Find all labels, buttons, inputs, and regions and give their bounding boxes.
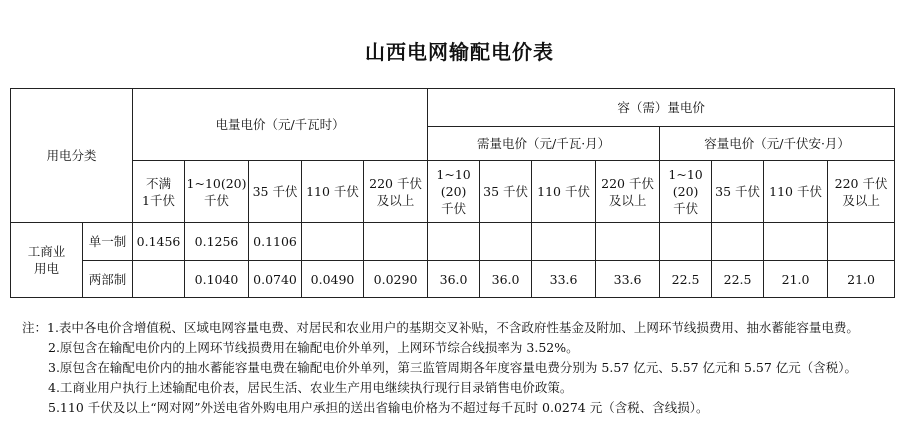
table-cell — [660, 223, 712, 261]
demand-level-header: 110 千伏 — [532, 161, 596, 223]
table-cell — [302, 223, 364, 261]
table-cell: 22.5 — [712, 261, 764, 298]
demand-level-header: 220 千伏 及以上 — [596, 161, 660, 223]
table-cell: 33.6 — [596, 261, 660, 298]
table-cell — [596, 223, 660, 261]
capacity-level-header: 1~10 (20) 千伏 — [660, 161, 712, 223]
table-cell — [532, 223, 596, 261]
table-cell — [764, 223, 828, 261]
note-item: 3.原包含在输配电价内的抽水蓄能容量电费在输配电价外单列，第三监管周期各年度容量电费分别为 5.57 亿元、5.57 亿元和 5.57 亿元（含税）。 — [48, 360, 858, 375]
note-item: 5.110 千伏及以上“网对网”外送电省外购电用户承担的送出省输电价格为不超过每千瓦时 0.0274 元（含税、含线损）。 — [48, 400, 709, 415]
note-item: 注：1.表中各电价含增值税、区域电网容量电费、对居民和农业用户的基期交叉补贴，不含政府性基金及附加、上网环节线损费用、抽水蓄能容量电费。 — [22, 320, 859, 335]
table-cell: 0.0740 — [249, 261, 302, 298]
table-cell: 36.0 — [480, 261, 532, 298]
table-cell — [712, 223, 764, 261]
table-cell: 33.6 — [532, 261, 596, 298]
capacity-sub-header: 容量电价（元/千伏安·月） — [660, 127, 895, 161]
table-cell: 21.0 — [828, 261, 895, 298]
energy-level-header: 不满 1千伏 — [133, 161, 185, 223]
demand-price-header: 需量电价（元/千瓦·月） — [428, 127, 660, 161]
energy-price-header: 电量电价（元/千瓦时） — [133, 89, 428, 161]
row-label: 单一制 — [83, 223, 133, 261]
table-cell: 36.0 — [428, 261, 480, 298]
table-cell: 0.1106 — [249, 223, 302, 261]
demand-level-header: 35 千伏 — [480, 161, 532, 223]
capacity-price-header: 容（需）量电价 — [428, 89, 895, 127]
table-cell — [480, 223, 532, 261]
table-row — [11, 261, 895, 298]
table-cell: 0.1456 — [133, 223, 185, 261]
capacity-level-header: 220 千伏 及以上 — [828, 161, 895, 223]
table-cell: 21.0 — [764, 261, 828, 298]
table-cell — [364, 223, 428, 261]
energy-level-header: 110 千伏 — [302, 161, 364, 223]
category-header: 用电分类 — [11, 89, 133, 223]
table-cell — [133, 261, 185, 298]
table-cell: 0.0290 — [364, 261, 428, 298]
row-group-label: 工商业 用电 — [11, 223, 83, 298]
energy-level-header: 1~10(20) 千伏 — [185, 161, 249, 223]
energy-level-header: 220 千伏 及以上 — [364, 161, 428, 223]
demand-level-header: 1~10 (20) 千伏 — [428, 161, 480, 223]
table-cell: 0.1256 — [185, 223, 249, 261]
table-cell — [428, 223, 480, 261]
row-label: 两部制 — [83, 261, 133, 298]
table-cell — [828, 223, 895, 261]
energy-level-header: 35 千伏 — [249, 161, 302, 223]
note-item: 2.原包含在输配电价内的上网环节线损费用在输配电价外单列，上网环节综合线损率为 3.52%。 — [48, 340, 579, 355]
note-item: 4.工商业用户执行上述输配电价表，居民生活、农业生产用电继续执行现行目录销售电价政策。 — [48, 380, 573, 395]
table-cell: 0.1040 — [185, 261, 249, 298]
table-row — [11, 223, 895, 261]
capacity-level-header: 35 千伏 — [712, 161, 764, 223]
table-cell: 22.5 — [660, 261, 712, 298]
capacity-level-header: 110 千伏 — [764, 161, 828, 223]
notes — [22, 318, 902, 418]
table-cell: 0.0490 — [302, 261, 364, 298]
page-title: 山西电网输配电价表 — [365, 40, 554, 64]
tariff-table — [10, 88, 895, 298]
